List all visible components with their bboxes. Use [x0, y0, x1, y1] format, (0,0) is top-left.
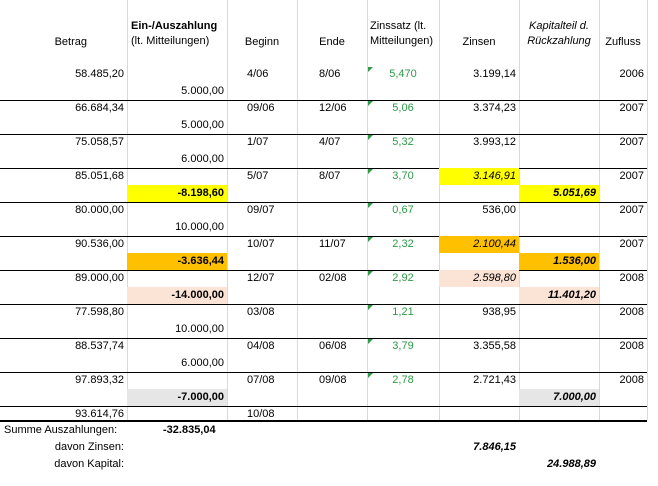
header-ende[interactable]: Ende [319, 36, 345, 48]
cell-einaus[interactable]: 6.000,00 [181, 357, 224, 369]
cell-zufluss[interactable]: 2007 [619, 102, 644, 114]
cell-zufluss[interactable]: 2006 [619, 68, 644, 80]
header-beginn[interactable]: Beginn [244, 36, 280, 48]
cell-zufluss[interactable]: 2008 [619, 340, 644, 352]
cell-betrag[interactable]: 58.485,20 [75, 68, 124, 80]
cell-kap[interactable]: 11.401,20 [519, 287, 599, 304]
cell-zins[interactable]: 5,32 [392, 136, 414, 148]
cell-ende[interactable]: 8/07 [319, 170, 341, 182]
cell-betrag[interactable]: 75.058,57 [75, 136, 124, 148]
cell-ende[interactable]: 02/08 [319, 272, 347, 284]
cell-ende[interactable]: 4/07 [319, 136, 341, 148]
header-einauszahlung[interactable]: Ein-/Auszahlung (lt. Mitteilungen) [131, 20, 218, 47]
cell-ende[interactable]: 11/07 [319, 238, 346, 250]
header-betrag[interactable]: Betrag [54, 36, 87, 48]
column-gridline [297, 0, 298, 420]
cell-zinsen[interactable]: 938,95 [482, 306, 516, 318]
cell-note-marker [368, 203, 373, 208]
cell-note-marker [368, 305, 373, 310]
cell-kap[interactable]: 5.051,69 [519, 185, 599, 202]
header-zufluss[interactable]: Zufluss [605, 36, 641, 48]
davon-zinsen-value[interactable]: 7.846,15 [473, 441, 516, 453]
cell-note-marker [368, 271, 373, 276]
cell-zins[interactable]: 0,67 [392, 204, 414, 216]
cell-zins[interactable]: 3,70 [392, 170, 414, 182]
cell-note-marker [368, 373, 373, 378]
cell-beginn[interactable]: 12/07 [247, 272, 275, 284]
cell-betrag[interactable]: 97.893,32 [75, 374, 124, 386]
davon-zinsen-label: davon Zinsen: [54, 441, 124, 453]
davon-kapital-label: davon Kapital: [54, 458, 124, 470]
cell-ende[interactable]: 12/06 [319, 102, 347, 114]
cell-zins[interactable]: 2,92 [392, 272, 414, 284]
cell-kap[interactable]: 7.000,00 [519, 389, 599, 406]
cell-note-marker [368, 101, 373, 106]
cell-zufluss[interactable]: 2008 [619, 374, 644, 386]
davon-kapital-value[interactable]: 24.988,89 [547, 458, 596, 470]
cell-zinsen[interactable]: 2.100,44 [439, 236, 519, 253]
cell-zinsen[interactable]: 2.721,43 [473, 374, 516, 386]
cell-ende[interactable]: 8/06 [319, 68, 341, 80]
cell-einaus[interactable]: -8.198,60 [127, 185, 227, 202]
cell-zufluss[interactable]: 2007 [619, 238, 644, 250]
cell-betrag[interactable]: 90.536,00 [75, 238, 124, 250]
cell-zinsen[interactable]: 536,00 [482, 204, 516, 216]
cell-beginn[interactable]: 4/06 [247, 68, 269, 80]
cell-betrag[interactable]: 88.537,74 [75, 340, 124, 352]
cell-beginn[interactable]: 10/08 [247, 408, 275, 420]
cell-beginn[interactable]: 03/08 [247, 306, 275, 318]
cell-zufluss[interactable]: 2007 [619, 136, 644, 148]
cell-beginn[interactable]: 09/07 [247, 204, 275, 216]
cell-beginn[interactable]: 09/06 [247, 102, 275, 114]
cell-zinsen[interactable]: 3.146,91 [439, 168, 519, 185]
cell-betrag[interactable]: 89.000,00 [75, 272, 124, 284]
summe-auszahlungen-value[interactable]: -32.835,04 [163, 424, 216, 436]
cell-beginn[interactable]: 5/07 [247, 170, 269, 182]
cell-einaus[interactable]: 5.000,00 [181, 119, 224, 131]
cell-betrag[interactable]: 77.598,80 [75, 306, 124, 318]
cell-note-marker [368, 135, 373, 140]
cell-betrag[interactable]: 80.000,00 [75, 204, 124, 216]
cell-zufluss[interactable]: 2008 [619, 306, 644, 318]
cell-zins[interactable]: 3,79 [392, 340, 414, 352]
column-gridline [519, 0, 520, 420]
cell-zinsen[interactable]: 3.993,12 [473, 136, 516, 148]
cell-ende[interactable]: 06/08 [319, 340, 347, 352]
cell-beginn[interactable]: 10/07 [247, 238, 275, 250]
cell-einaus[interactable]: 6.000,00 [181, 153, 224, 165]
cell-einaus[interactable]: -14.000,00 [127, 287, 227, 304]
header-zinsen[interactable]: Zinsen [462, 36, 496, 48]
cell-betrag[interactable]: 93.614,76 [75, 408, 124, 420]
cell-note-marker [368, 67, 373, 72]
cell-zinsen[interactable]: 3.199,14 [473, 68, 516, 80]
cell-zufluss[interactable]: 2007 [619, 170, 644, 182]
cell-note-marker [368, 169, 373, 174]
cell-zinsen[interactable]: 3.374,23 [473, 102, 516, 114]
summe-auszahlungen-label: Summe Auszahlungen: [4, 424, 118, 436]
cell-zins[interactable]: 1,21 [392, 306, 414, 318]
cell-zins[interactable]: 5,470 [389, 68, 417, 80]
cell-beginn[interactable]: 1/07 [247, 136, 269, 148]
cell-betrag[interactable]: 66.684,34 [75, 102, 124, 114]
header-kapitalteil[interactable]: Kapitalteil d. Rückzahlung [527, 20, 591, 47]
column-gridline [647, 0, 648, 420]
cell-zinsen[interactable]: 2.598,80 [439, 270, 519, 287]
cell-einaus[interactable]: -3.636,44 [127, 253, 227, 270]
cell-zufluss[interactable]: 2007 [619, 204, 644, 216]
cell-zinsen[interactable]: 3.355,58 [473, 340, 516, 352]
cell-beginn[interactable]: 04/08 [247, 340, 275, 352]
cell-note-marker [368, 237, 373, 242]
cell-einaus[interactable]: 5.000,00 [181, 85, 224, 97]
cell-beginn[interactable]: 07/08 [247, 374, 275, 386]
cell-zufluss[interactable]: 2008 [619, 272, 644, 284]
cell-betrag[interactable]: 85.051,68 [75, 170, 124, 182]
cell-einaus[interactable]: 10.000,00 [175, 323, 224, 335]
cell-zins[interactable]: 2,78 [392, 374, 414, 386]
cell-note-marker [368, 339, 373, 344]
cell-zins[interactable]: 2,32 [392, 238, 414, 250]
cell-einaus[interactable]: 10.000,00 [175, 221, 224, 233]
cell-einaus[interactable]: -7.000,00 [127, 389, 227, 406]
header-zinssatz[interactable]: Zinssatz (lt. Mitteilungen) [370, 20, 433, 47]
cell-ende[interactable]: 09/08 [319, 374, 347, 386]
cell-zins[interactable]: 5,06 [392, 102, 414, 114]
cell-kap[interactable]: 1.536,00 [519, 253, 599, 270]
